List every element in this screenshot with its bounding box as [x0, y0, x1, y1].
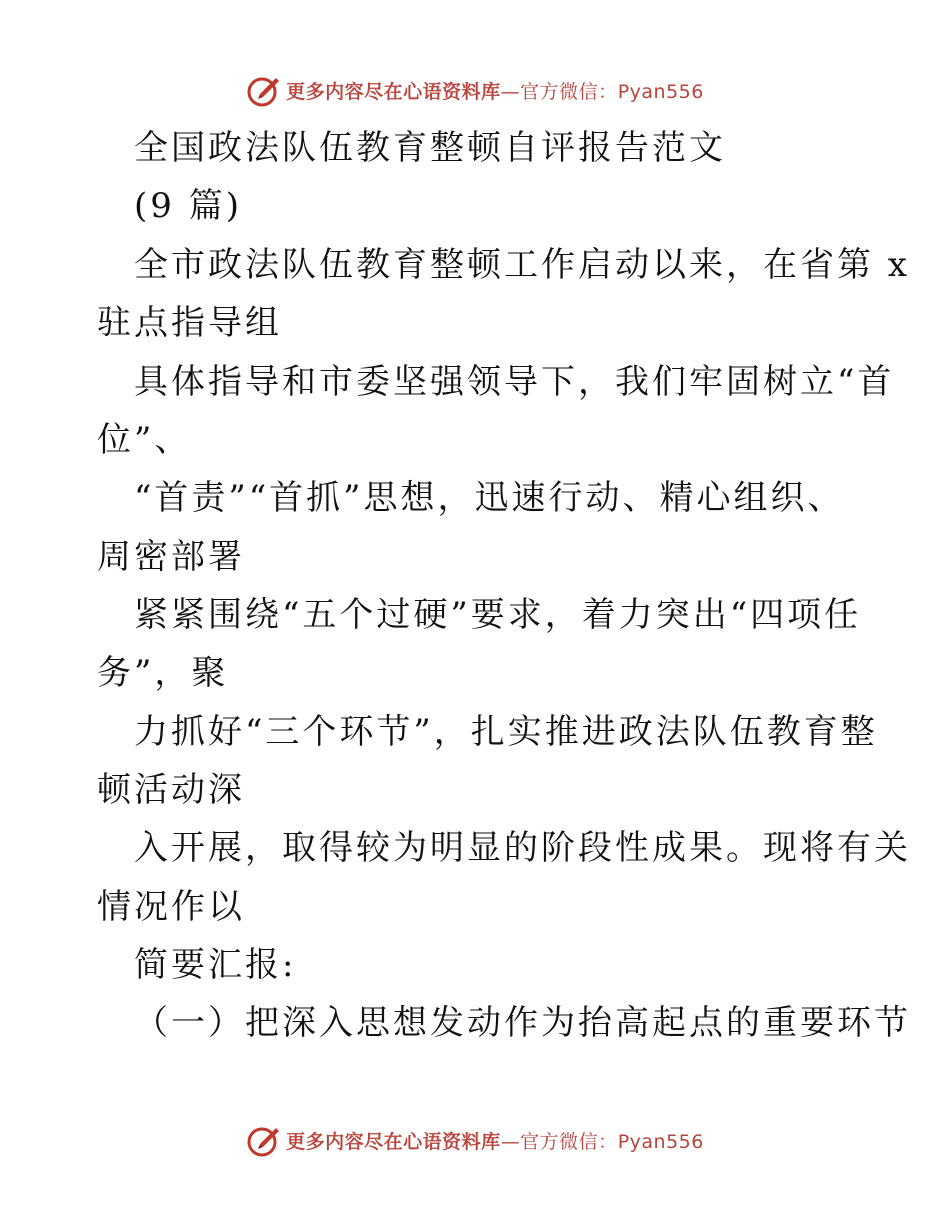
paragraph-line: 简要汇报: — [134, 945, 297, 985]
paragraph-line: 具体指导和市委坚强领导下，我们牢固树立“首 — [134, 362, 895, 402]
watermark-wechat-label: 官方微信： — [520, 80, 618, 103]
watermark-brand: 更多内容尽在心语资料库 — [286, 1130, 501, 1153]
watermark-separator: — — [500, 80, 521, 103]
document-subtitle: (9 篇) — [134, 186, 242, 226]
paragraph-line: 驻点指导组 — [97, 303, 282, 343]
watermark-footer — [0, 1120, 950, 1160]
watermark-header — [0, 70, 950, 110]
paragraph-line: 顿活动深 — [97, 770, 245, 810]
document-title: 全国政法队伍教育整顿自评报告范文 — [134, 128, 726, 168]
paragraph-line: 周密部署 — [97, 537, 245, 577]
paragraph-line: 力抓好“三个环节”，扎实推进政法队伍教育整 — [134, 712, 878, 752]
paragraph-line: 全市政法队伍教育整顿工作启动以来，在省第 x — [134, 245, 910, 285]
pen-logo-icon — [246, 72, 282, 108]
paragraph-line: 入开展，取得较为明显的阶段性成果。现将有关 — [134, 828, 911, 868]
pen-logo-icon — [246, 1122, 282, 1158]
paragraph-line: 情况作以 — [97, 887, 245, 927]
watermark-wechat-label: 官方微信： — [520, 1130, 618, 1153]
paragraph-line: 紧紧围绕“五个过硬”要求，着力突出“四项任 — [134, 595, 862, 635]
paragraph-line: 位”、 — [97, 420, 192, 460]
section-heading: （一）把深入思想发动作为抬高起点的重要环节 — [134, 1003, 911, 1043]
watermark-wechat-id: Pyan556 — [617, 80, 704, 103]
paragraph-line: 务”，聚 — [97, 653, 229, 693]
paragraph-line: “首责”“首抓”思想，迅速行动、精心组织、 — [134, 478, 845, 518]
watermark-separator: — — [500, 1130, 521, 1153]
watermark-brand: 更多内容尽在心语资料库 — [286, 80, 501, 103]
watermark-wechat-id: Pyan556 — [617, 1130, 704, 1153]
